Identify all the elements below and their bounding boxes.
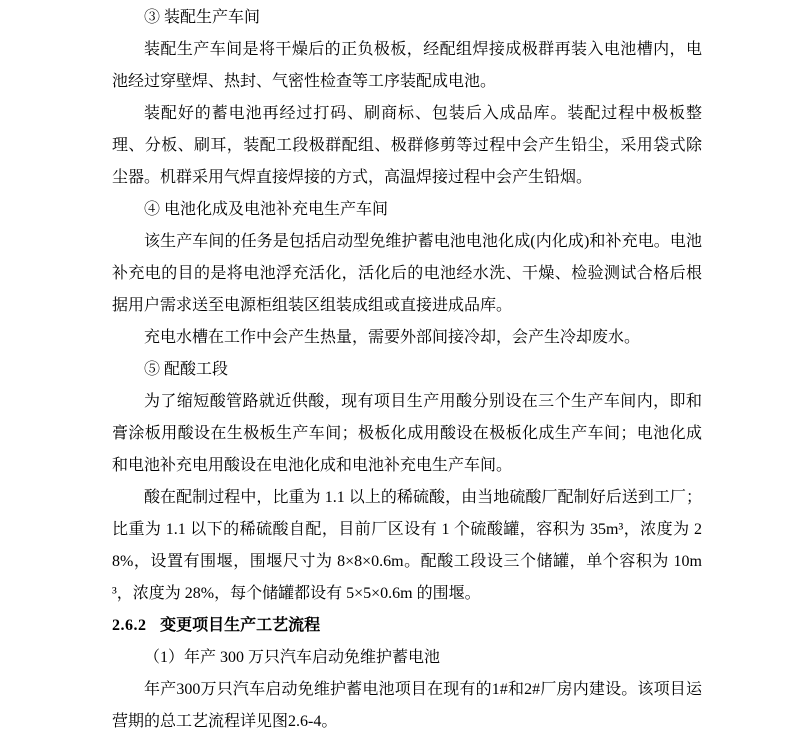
paragraph-subsection-1-title: （1）年产 300 万只汽车启动免维护蓄电池 — [144, 649, 441, 666]
workshop-item-acid-section: ⑤ 配酸工段 — [144, 361, 229, 378]
section-title: 变更项目生产工艺流程 — [160, 617, 321, 634]
paragraph-acid-supply: 为了缩短酸管路就近供酸，现有项目生产用酸分别设在三个生产车间内，即和膏涂板用酸设在生极板生产车间；极板化成用酸设在极板化成生产车间；电池化成和电池补充电用酸设在电池化成和电池补充电生产车间。 — [112, 393, 702, 474]
paragraph-cooling-wastewater: 充电水槽在工作中会产生热量，需要外部间接冷却，会产生冷却废水。 — [144, 329, 641, 346]
paragraph-acid-preparation: 酸在配制过程中，比重为 1.1 以上的稀硫酸，由当地硫酸厂配制好后送到工厂；比重为 1.1 以下的稀硫酸自配，目前厂区设有 1 个硫酸罐，容积为 35m³，浓度为 28%，设置有围堰，围堰尺寸为 8×8×0.6m。配酸工段设三个储罐，单个容积为 10m³，浓度为 28%，每个储罐都设有 5×5×0.6m 的围堰。 — [112, 489, 702, 602]
workshop-item-formation-charging: ④ 电池化成及电池补充电生产车间 — [144, 201, 389, 218]
section-heading-2-6-2 — [112, 610, 702, 642]
paragraph-assembly-process: 装配生产车间是将干燥后的正负极板，经配组焊接成极群再装入电池槽内，电池经过穿壁焊、热封、气密性检查等工序装配成电池。 — [112, 41, 702, 90]
section-number: 2.6.2 — [112, 617, 147, 634]
paragraph-assembly-dust: 装配好的蓄电池再经过打码、刷商标、包装后入成品库。装配过程中极板整理、分板、刷耳，装配工段极群配组、极群修剪等过程中会产生铅尘，采用袋式除尘器。机群采用气焊直接焊接的方式，高温焊接过程中会产生铅烟。 — [112, 105, 702, 186]
paragraph-formation-task: 该生产车间的任务是包括启动型免维护蓄电池电池化成(内化成)和补充电。电池补充电的目的是将电池浮充活化，活化后的电池经水洗、干燥、检验测试合格后根据用户需求送至电源柜组装区组装成组或直接进成品库。 — [112, 233, 702, 314]
paragraph-project-location: 年产300万只汽车启动免维护蓄电池项目在现有的1#和2#厂房内建设。该项目运营期的总工艺流程详见图2.6-4。 — [112, 681, 702, 730]
workshop-item-assembly: ③ 装配生产车间 — [144, 9, 261, 26]
